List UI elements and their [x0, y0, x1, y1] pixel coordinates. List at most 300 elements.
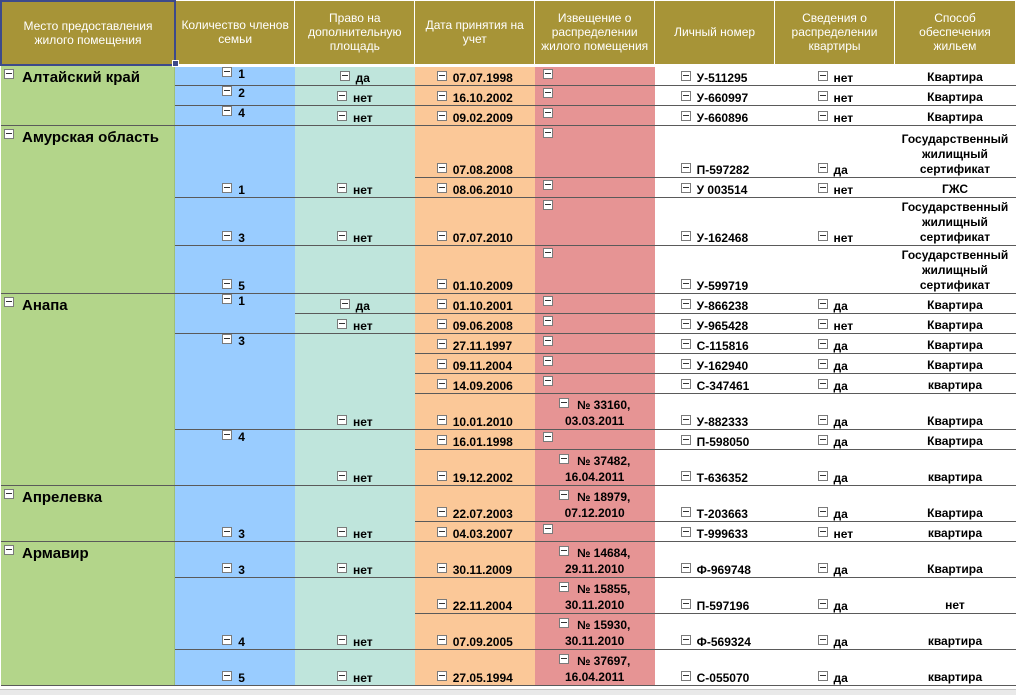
minus-box-icon[interactable] [559, 618, 569, 628]
minus-box-icon[interactable] [818, 435, 828, 445]
info-cell[interactable] [775, 429, 895, 449]
personal-value: Ф-569324 [696, 634, 751, 649]
notice-cell[interactable] [535, 541, 655, 577]
right-cell[interactable] [295, 125, 415, 197]
date-cell[interactable] [415, 649, 535, 685]
date-value: 09.02.2009 [452, 110, 513, 125]
method-cell [894, 577, 1015, 613]
minus-box-icon[interactable] [222, 527, 232, 537]
info-cell[interactable] [775, 293, 895, 313]
date-cell[interactable] [415, 65, 535, 85]
minus-box-icon[interactable] [543, 69, 553, 79]
minus-box-icon[interactable] [818, 111, 828, 121]
method-cell [894, 65, 1015, 85]
personal-cell[interactable] [655, 197, 775, 245]
minus-box-icon[interactable] [559, 398, 569, 408]
group-name: Алтайский край [22, 69, 140, 86]
minus-box-icon[interactable] [437, 71, 447, 81]
personal-cell[interactable] [655, 393, 775, 429]
method-value: ГЖС [941, 181, 968, 196]
group-cell[interactable] [1, 541, 175, 685]
method-value: Квартира [927, 505, 983, 520]
header-info[interactable]: Сведения о распределении квартиры [775, 1, 895, 65]
minus-box-icon[interactable] [222, 334, 232, 344]
method-value: Квартира [927, 413, 983, 428]
notice-cell[interactable] [535, 177, 655, 197]
minus-box-icon[interactable] [437, 299, 447, 309]
members-value: 2 [238, 85, 245, 100]
minus-box-icon[interactable] [543, 108, 553, 118]
right-value: нет [352, 182, 373, 197]
minus-box-icon[interactable] [543, 180, 553, 190]
header-personal[interactable]: Личный номер [655, 1, 775, 65]
right-cell[interactable] [295, 577, 415, 649]
minus-box-icon[interactable] [437, 339, 447, 349]
date-cell[interactable] [415, 613, 535, 649]
personal-cell[interactable] [655, 485, 775, 521]
notice-cell[interactable] [535, 485, 655, 521]
minus-box-icon[interactable] [681, 319, 691, 329]
info-value: нет [833, 110, 854, 125]
minus-box-icon[interactable] [681, 415, 691, 425]
group-cell[interactable] [1, 65, 175, 125]
personal-cell[interactable] [655, 373, 775, 393]
info-value: да [833, 506, 848, 521]
header-place[interactable]: Место предоставления жилого помещения [1, 1, 175, 65]
members-value: 4 [238, 429, 245, 444]
notice-cell[interactable] [535, 105, 655, 125]
minus-box-icon[interactable] [681, 435, 691, 445]
table-row [1, 65, 1016, 85]
minus-box-icon[interactable] [818, 471, 828, 481]
minus-box-icon[interactable] [437, 359, 447, 369]
notice-cell[interactable] [535, 313, 655, 333]
members-cell[interactable] [175, 485, 295, 541]
minus-box-icon[interactable] [337, 563, 347, 573]
selection-handle[interactable] [172, 60, 179, 67]
method-value: Квартира [927, 69, 983, 84]
minus-box-icon[interactable] [818, 163, 828, 173]
method-value: Квартира [927, 357, 983, 372]
minus-box-icon[interactable] [681, 671, 691, 681]
personal-cell[interactable] [655, 293, 775, 313]
members-cell[interactable] [175, 429, 295, 485]
info-cell[interactable] [775, 373, 895, 393]
minus-box-icon[interactable] [437, 163, 447, 173]
notice-value: № 14684, 29.11.2010 [564, 545, 631, 576]
info-cell[interactable] [775, 613, 895, 649]
right-cell[interactable] [295, 197, 415, 245]
info-cell[interactable] [775, 313, 895, 333]
notice-cell[interactable] [535, 373, 655, 393]
right-cell[interactable] [295, 85, 415, 105]
right-cell[interactable] [295, 105, 415, 125]
group-name: Армавир [22, 544, 89, 562]
members-cell[interactable] [175, 541, 295, 577]
minus-box-icon[interactable] [681, 359, 691, 369]
personal-cell[interactable] [655, 333, 775, 353]
members-value: 1 [238, 182, 245, 197]
info-cell[interactable] [775, 353, 895, 373]
date-cell[interactable] [415, 373, 535, 393]
notice-cell[interactable] [535, 293, 655, 313]
right-cell[interactable] [295, 245, 415, 293]
minus-box-icon[interactable] [559, 546, 569, 556]
info-value: да [833, 414, 848, 429]
header-notice[interactable]: Извещение о распределении жилого помещения [535, 1, 655, 65]
personal-cell[interactable] [655, 105, 775, 125]
personal-value: У-660997 [696, 90, 749, 105]
notice-cell[interactable] [535, 393, 655, 429]
info-cell[interactable] [775, 577, 895, 613]
notice-cell[interactable] [535, 197, 655, 245]
info-value: да [833, 562, 848, 577]
minus-box-icon[interactable] [222, 231, 232, 241]
right-cell[interactable] [295, 429, 415, 485]
date-cell[interactable] [415, 313, 535, 333]
minus-box-icon[interactable] [337, 415, 347, 425]
minus-box-icon[interactable] [337, 231, 347, 241]
minus-box-icon[interactable] [818, 635, 828, 645]
minus-box-icon[interactable] [4, 69, 14, 79]
minus-box-icon[interactable] [818, 339, 828, 349]
date-value: 09.11.2004 [452, 358, 513, 373]
minus-box-icon[interactable] [681, 379, 691, 389]
info-cell[interactable] [775, 105, 895, 125]
personal-cell[interactable] [655, 613, 775, 649]
date-cell[interactable] [415, 105, 535, 125]
minus-box-icon[interactable] [543, 356, 553, 366]
minus-box-icon[interactable] [437, 471, 447, 481]
date-cell[interactable] [415, 393, 535, 429]
personal-cell[interactable] [655, 541, 775, 577]
header-right[interactable]: Право на дополнительную площадь [295, 1, 415, 65]
notice-cell[interactable] [535, 245, 655, 293]
minus-box-icon[interactable] [681, 599, 691, 609]
header-date[interactable]: Дата принятия на учет [415, 1, 535, 65]
header-row [1, 1, 1016, 65]
minus-box-icon[interactable] [559, 454, 569, 464]
personal-cell[interactable] [655, 521, 775, 541]
method-value: квартира [927, 525, 983, 540]
minus-box-icon[interactable] [437, 111, 447, 121]
minus-box-icon[interactable] [681, 71, 691, 81]
minus-box-icon[interactable] [4, 545, 14, 555]
minus-box-icon[interactable] [340, 71, 350, 81]
date-value: 14.09.2006 [452, 378, 513, 393]
minus-box-icon[interactable] [818, 671, 828, 681]
minus-box-icon[interactable] [222, 635, 232, 645]
minus-box-icon[interactable] [818, 319, 828, 329]
minus-box-icon[interactable] [818, 507, 828, 517]
minus-box-icon[interactable] [818, 91, 828, 101]
method-value: нет [945, 597, 965, 612]
members-cell[interactable] [175, 105, 295, 125]
members-value: 4 [238, 634, 245, 649]
notice-cell[interactable] [535, 333, 655, 353]
minus-box-icon[interactable] [681, 507, 691, 517]
personal-cell[interactable] [655, 85, 775, 105]
minus-box-icon[interactable] [437, 671, 447, 681]
minus-box-icon[interactable] [337, 319, 347, 329]
group-cell[interactable] [1, 125, 175, 293]
method-value: квартира [927, 633, 983, 648]
minus-box-icon[interactable] [437, 563, 447, 573]
minus-box-icon[interactable] [437, 231, 447, 241]
right-cell[interactable] [295, 541, 415, 577]
minus-box-icon[interactable] [543, 88, 553, 98]
info-cell[interactable] [775, 177, 895, 197]
info-cell[interactable] [775, 85, 895, 105]
info-cell[interactable] [775, 245, 895, 293]
notice-cell[interactable] [535, 613, 655, 649]
header-members[interactable]: Количество членов семьи [175, 1, 295, 65]
personal-value: У-162940 [696, 358, 749, 373]
info-cell[interactable] [775, 333, 895, 353]
personal-cell[interactable] [655, 245, 775, 293]
notice-value: № 37697, 16.04.2011 [564, 653, 631, 684]
minus-box-icon[interactable] [222, 294, 232, 304]
minus-box-icon[interactable] [543, 316, 553, 326]
minus-box-icon[interactable] [437, 599, 447, 609]
notice-cell[interactable] [535, 85, 655, 105]
date-cell[interactable] [415, 85, 535, 105]
minus-box-icon[interactable] [543, 200, 553, 210]
personal-cell[interactable] [655, 649, 775, 685]
members-cell[interactable] [175, 85, 295, 105]
right-cell[interactable] [295, 333, 415, 429]
minus-box-icon[interactable] [222, 563, 232, 573]
members-cell[interactable] [175, 333, 295, 429]
date-cell[interactable] [415, 245, 535, 293]
minus-box-icon[interactable] [337, 111, 347, 121]
minus-box-icon[interactable] [437, 435, 447, 445]
minus-box-icon[interactable] [681, 163, 691, 173]
personal-cell[interactable] [655, 65, 775, 85]
minus-box-icon[interactable] [681, 635, 691, 645]
minus-box-icon[interactable] [4, 489, 14, 499]
members-cell[interactable] [175, 197, 295, 245]
date-cell[interactable] [415, 449, 535, 485]
members-cell[interactable] [175, 293, 295, 333]
method-value: квартира [927, 469, 983, 484]
minus-box-icon[interactable] [681, 111, 691, 121]
info-value: да [833, 338, 848, 353]
date-cell[interactable] [415, 293, 535, 313]
minus-box-icon[interactable] [437, 527, 447, 537]
members-value: 5 [238, 278, 245, 293]
date-cell[interactable] [415, 577, 535, 613]
date-value: 08.06.2010 [452, 182, 513, 197]
minus-box-icon[interactable] [543, 248, 553, 258]
minus-box-icon[interactable] [437, 635, 447, 645]
date-cell[interactable] [415, 541, 535, 577]
minus-box-icon[interactable] [681, 471, 691, 481]
personal-value: У-660896 [696, 110, 749, 125]
minus-box-icon[interactable] [681, 91, 691, 101]
minus-box-icon[interactable] [4, 129, 14, 139]
minus-box-icon[interactable] [681, 279, 691, 289]
right-cell[interactable] [295, 65, 415, 85]
minus-box-icon[interactable] [543, 432, 553, 442]
date-value: 09.06.2008 [452, 318, 513, 333]
minus-box-icon[interactable] [337, 635, 347, 645]
info-cell[interactable] [775, 125, 895, 177]
personal-cell[interactable] [655, 177, 775, 197]
notice-cell[interactable] [535, 65, 655, 85]
method-value: Квартира [927, 433, 983, 448]
minus-box-icon[interactable] [222, 671, 232, 681]
minus-box-icon[interactable] [818, 71, 828, 81]
info-value: да [833, 670, 848, 685]
minus-box-icon[interactable] [437, 379, 447, 389]
info-value: нет [833, 526, 854, 541]
info-value: нет [833, 90, 854, 105]
header-method[interactable]: Способ обеспечения жильем [894, 1, 1015, 65]
right-cell[interactable] [295, 293, 415, 313]
minus-box-icon[interactable] [437, 91, 447, 101]
minus-box-icon[interactable] [543, 376, 553, 386]
method-value: Квартира [927, 317, 983, 332]
minus-box-icon[interactable] [818, 563, 828, 573]
members-cell[interactable] [175, 65, 295, 85]
minus-box-icon[interactable] [818, 183, 828, 193]
members-cell[interactable] [175, 125, 295, 197]
date-cell[interactable] [415, 333, 535, 353]
date-value: 07.07.2010 [452, 230, 513, 245]
minus-box-icon[interactable] [222, 183, 232, 193]
minus-box-icon[interactable] [681, 339, 691, 349]
personal-cell[interactable] [655, 449, 775, 485]
minus-box-icon[interactable] [437, 279, 447, 289]
info-cell[interactable] [775, 197, 895, 245]
minus-box-icon[interactable] [818, 299, 828, 309]
personal-cell[interactable] [655, 125, 775, 177]
method-cell [894, 293, 1015, 313]
date-cell[interactable] [415, 353, 535, 373]
minus-box-icon[interactable] [543, 336, 553, 346]
notice-cell[interactable] [535, 649, 655, 685]
minus-box-icon[interactable] [337, 527, 347, 537]
info-cell[interactable] [775, 65, 895, 85]
minus-box-icon[interactable] [559, 654, 569, 664]
minus-box-icon[interactable] [222, 106, 232, 116]
info-cell[interactable] [775, 521, 895, 541]
minus-box-icon[interactable] [222, 430, 232, 440]
personal-value: Т-636352 [696, 470, 748, 485]
info-cell[interactable] [775, 449, 895, 485]
personal-cell[interactable] [655, 353, 775, 373]
info-cell[interactable] [775, 485, 895, 521]
notice-cell[interactable] [535, 449, 655, 485]
info-value: да [833, 358, 848, 373]
date-cell[interactable] [415, 521, 535, 541]
minus-box-icon[interactable] [818, 599, 828, 609]
minus-box-icon[interactable] [818, 415, 828, 425]
group-cell[interactable] [1, 485, 175, 541]
minus-box-icon[interactable] [818, 379, 828, 389]
notice-cell[interactable] [535, 125, 655, 177]
members-cell[interactable] [175, 649, 295, 685]
minus-box-icon[interactable] [340, 299, 350, 309]
minus-box-icon[interactable] [222, 67, 232, 77]
right-value: нет [352, 230, 373, 245]
minus-box-icon[interactable] [681, 563, 691, 573]
minus-box-icon[interactable] [337, 183, 347, 193]
members-cell[interactable] [175, 245, 295, 293]
minus-box-icon[interactable] [437, 319, 447, 329]
minus-box-icon[interactable] [681, 299, 691, 309]
minus-box-icon[interactable] [559, 582, 569, 592]
method-cell [894, 649, 1015, 685]
personal-value: У-866238 [696, 298, 749, 313]
right-value: нет [352, 634, 373, 649]
minus-box-icon[interactable] [4, 297, 14, 307]
notice-cell[interactable] [535, 577, 655, 613]
right-value: нет [352, 670, 373, 685]
notice-cell[interactable] [535, 353, 655, 373]
minus-box-icon[interactable] [681, 183, 691, 193]
minus-box-icon[interactable] [337, 471, 347, 481]
minus-box-icon[interactable] [818, 359, 828, 369]
date-value: 22.11.2004 [452, 598, 513, 613]
minus-box-icon[interactable] [681, 527, 691, 537]
info-value: нет [833, 70, 854, 85]
personal-cell[interactable] [655, 429, 775, 449]
info-cell[interactable] [775, 393, 895, 429]
date-cell[interactable] [415, 177, 535, 197]
method-cell [894, 245, 1015, 293]
date-value: 04.03.2007 [452, 526, 513, 541]
info-cell[interactable] [775, 649, 895, 685]
minus-box-icon[interactable] [437, 415, 447, 425]
minus-box-icon[interactable] [543, 296, 553, 306]
minus-box-icon[interactable] [681, 231, 691, 241]
minus-box-icon[interactable] [818, 527, 828, 537]
minus-box-icon[interactable] [818, 231, 828, 241]
date-cell[interactable] [415, 125, 535, 177]
minus-box-icon[interactable] [337, 671, 347, 681]
minus-box-icon[interactable] [543, 524, 553, 534]
right-value: нет [352, 318, 373, 333]
right-cell[interactable] [295, 313, 415, 333]
notice-cell[interactable] [535, 429, 655, 449]
info-value: да [833, 434, 848, 449]
method-cell [894, 429, 1015, 449]
info-cell[interactable] [775, 541, 895, 577]
members-cell[interactable] [175, 577, 295, 649]
minus-box-icon[interactable] [543, 128, 553, 138]
minus-box-icon[interactable] [222, 279, 232, 289]
minus-box-icon[interactable] [337, 91, 347, 101]
horizontal-scrollbar[interactable] [0, 689, 1016, 695]
date-cell[interactable] [415, 197, 535, 245]
minus-box-icon[interactable] [559, 490, 569, 500]
group-cell[interactable] [1, 293, 175, 485]
minus-box-icon[interactable] [222, 86, 232, 96]
right-cell[interactable] [295, 485, 415, 541]
personal-cell[interactable] [655, 313, 775, 333]
date-cell[interactable] [415, 429, 535, 449]
date-cell[interactable] [415, 485, 535, 521]
method-cell [894, 333, 1015, 353]
right-cell[interactable] [295, 649, 415, 685]
minus-box-icon[interactable] [437, 183, 447, 193]
notice-cell[interactable] [535, 521, 655, 541]
minus-box-icon[interactable] [437, 507, 447, 517]
personal-cell[interactable] [655, 577, 775, 613]
date-value: 27.11.1997 [452, 338, 513, 353]
